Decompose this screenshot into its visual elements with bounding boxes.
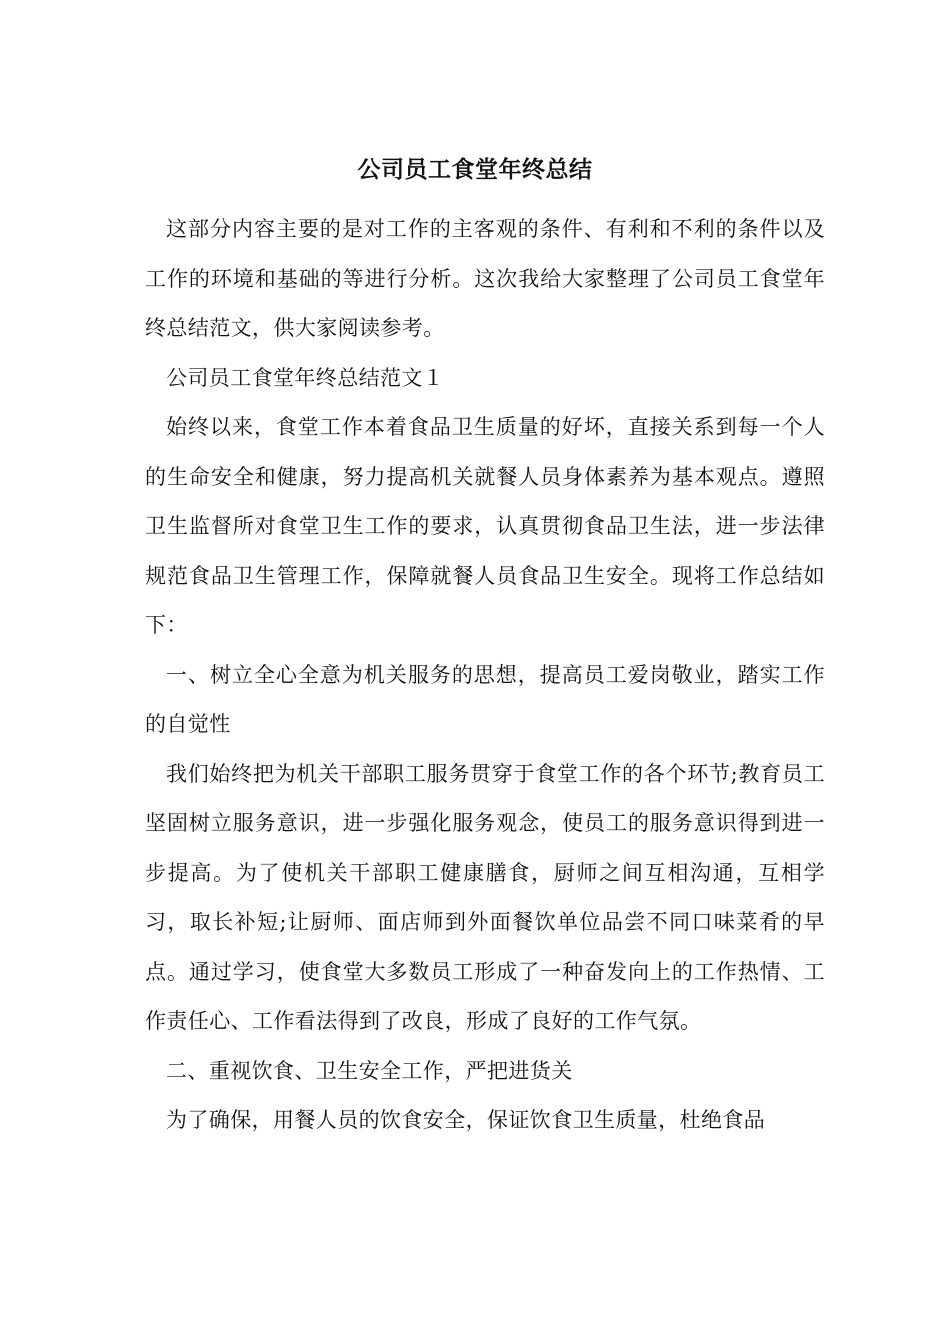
document-title: 公司员工食堂年终总结 xyxy=(357,156,593,183)
body-paragraph: 始终以来，食堂工作本着食品卫生质量的好坏，直接关系到每一个人的生命安全和健康，努力提高机关就餐人员身体素养为基本观点。遵照卫生监督所对食堂卫生工作的要求，认真贯彻食品卫生法，进一步法律规范食品卫生管理工作，保障就餐人员食品卫生安全。现将工作总结如下： xyxy=(145,415,825,637)
section-heading-sample-1: 公司员工食堂年终总结范文１ xyxy=(166,365,445,390)
intro-paragraph: 这部分内容主要的是对工作的主客观的条件、有利和不利的条件以及工作的环境和基础的等进行分析。这次我给大家整理了公司员工食堂年终总结范文，供大家阅读参考。 xyxy=(145,217,825,340)
section-heading-one: 一、树立全心全意为机关服务的思想，提高员工爱岗敬业，踏实工作的自觉性 xyxy=(145,662,825,736)
body-paragraph: 我们始终把为机关干部职工服务贯穿于食堂工作的各个环节;教育员工坚固树立服务意识，进一步强化服务观念，使员工的服务意识得到进一步提高。为了使机关干部职工健康膳食，厨师之间互相沟通，互相学习，取长补短;让厨师、面店师到外面餐饮单位品尝不同口味菜肴的早点。通过学习，使食堂大多数员工形成了一种奋发向上的工作热情、工作责任心、工作看法得到了改良，形成了良好的工作气氛。 xyxy=(145,761,825,1033)
document-body xyxy=(145,205,825,1146)
body-paragraph: 为了确保，用餐人员的饮食安全，保证饮食卫生质量，杜绝食品 xyxy=(166,1108,766,1132)
section-heading-two: 二、重视饮食、卫生安全工作，严把进货关 xyxy=(166,1058,573,1083)
